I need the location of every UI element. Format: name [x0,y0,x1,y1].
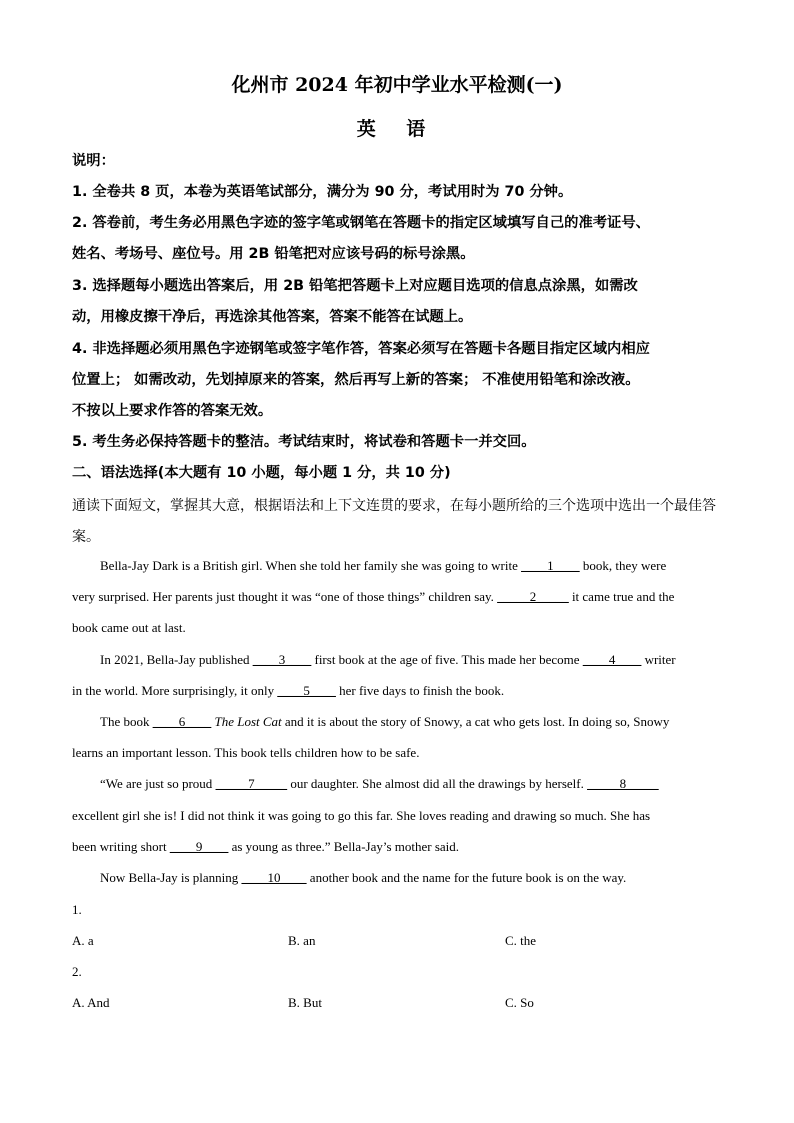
passage-text: book, they were [579,558,667,573]
instruction-line: 3. 选择题每小题选出答案后，用 2B 铅笔把答题卡上对应题目选项的信息点涂黑，如需改 [72,278,638,294]
passage-line [72,589,674,605]
passage-text: it came true and the [568,589,675,604]
passage-text: “We are just so proud [100,776,216,791]
book-title: The Lost Cat [214,714,282,729]
instruction-line: 动，用橡皮擦干净后，再选涂其他答案，答案不能答在试题上。 [72,309,473,325]
section-directions: 通读下面短文，掌握其大意，根据语法和上下文连贯的要求，在每小题所给的三个选项中选出一个最佳答 [72,498,716,514]
passage-line: excellent girl she is! I did not think it was going to go this far. She loves reading and drawing so much. She has [72,808,651,823]
blank-6: ____6____ [152,714,212,729]
passage-text: our daughter. She almost did all the drawings by herself. [287,776,588,791]
passage-line: learns an important lesson. This book tells children how to be safe. [72,745,420,760]
option-c[interactable]: C. the [505,933,537,948]
passage-text: been writing short [72,839,170,854]
instruction-line: 姓名、考场号、座位号。用 2B 铅笔把对应该号码的标号涂黑。 [72,246,475,262]
option-a[interactable]: A. a [72,933,94,948]
passage-text: The book [100,714,153,729]
blank-10: ____10____ [241,870,307,885]
passage-text: Bella-Jay Dark is a British girl. When she told her family she was going to write [100,558,522,573]
passage-text: Now Bella-Jay is planning [100,870,242,885]
option-b[interactable]: B. an [288,933,316,948]
passage-text: and it is about the story of Snowy, a cat who gets lost. In doing so, Snowy [281,714,670,729]
option-b[interactable]: B. But [288,995,322,1010]
blank-2: _____2_____ [497,589,569,604]
passage-line [100,558,666,574]
option-a[interactable]: A. And [72,995,110,1010]
instruction-line: 1. 全卷共 8 页，本卷为英语笔试部分，满分为 90 分，考试用时为 70 分钟。 [72,184,573,200]
blank-5: ____5____ [277,683,336,698]
passage-line [100,870,626,886]
blank-7: _____7_____ [215,776,288,791]
blank-3: ____3____ [252,652,312,667]
instruction-line: 4. 非选择题必须用黑色字迹钢笔或签字笔作答，答案必须写在答题卡各题目指定区域内相应 [72,341,650,357]
passage-text: In 2021, Bella-Jay published [100,652,253,667]
passage-text: as young as three.” Bella-Jay’s mother said. [228,839,460,854]
passage-text: writer [641,652,676,667]
exam-subject: 英 语 [356,118,438,140]
question-number: 2. [72,964,82,979]
blank-4: ____4____ [582,652,642,667]
blank-8: _____8_____ [587,776,659,791]
exam-title: 化州市 2024 年初中学业水平检测(一) [231,74,563,96]
passage-line [72,839,459,855]
section-directions: 案。 [72,529,100,545]
passage-text: in the world. More surprisingly, it only [72,683,278,698]
passage-line [100,714,669,730]
instruction-line: 不按以上要求作答的答案无效。 [72,403,273,419]
instruction-line: 5. 考生务必保持答题卡的整洁。考试结束时，将试卷和答题卡一并交回。 [72,434,536,450]
passage-line: book came out at last. [72,620,186,635]
instructions-label: 说明： [72,153,115,169]
blank-9: ____9____ [169,839,229,854]
passage-line [72,683,504,699]
instruction-line: 2. 答卷前，考生务必用黑色字迹的签字笔或钢笔在答题卡的指定区域填写自己的准考证号、 [72,215,650,231]
question-number: 1. [72,902,82,917]
passage-text: first book at the age of five. This made her become [311,652,583,667]
passage-line [100,776,659,792]
option-c[interactable]: C. So [505,995,534,1010]
section-heading: 二、语法选择(本大题有 10 小题，每小题 1 分，共 10 分) [72,465,451,481]
passage-text: very surprised. Her parents just thought it was “one of those things” children say. [72,589,498,604]
passage-text: another book and the name for the future book is on the way. [306,870,627,885]
passage-text: her five days to finish the book. [335,683,505,698]
blank-1: ____1____ [521,558,580,573]
passage-line [100,652,676,668]
instruction-line: 位置上； 如需改动，先划掉原来的答案，然后再写上新的答案； 不准使用铅笔和涂改液。 [72,372,640,388]
